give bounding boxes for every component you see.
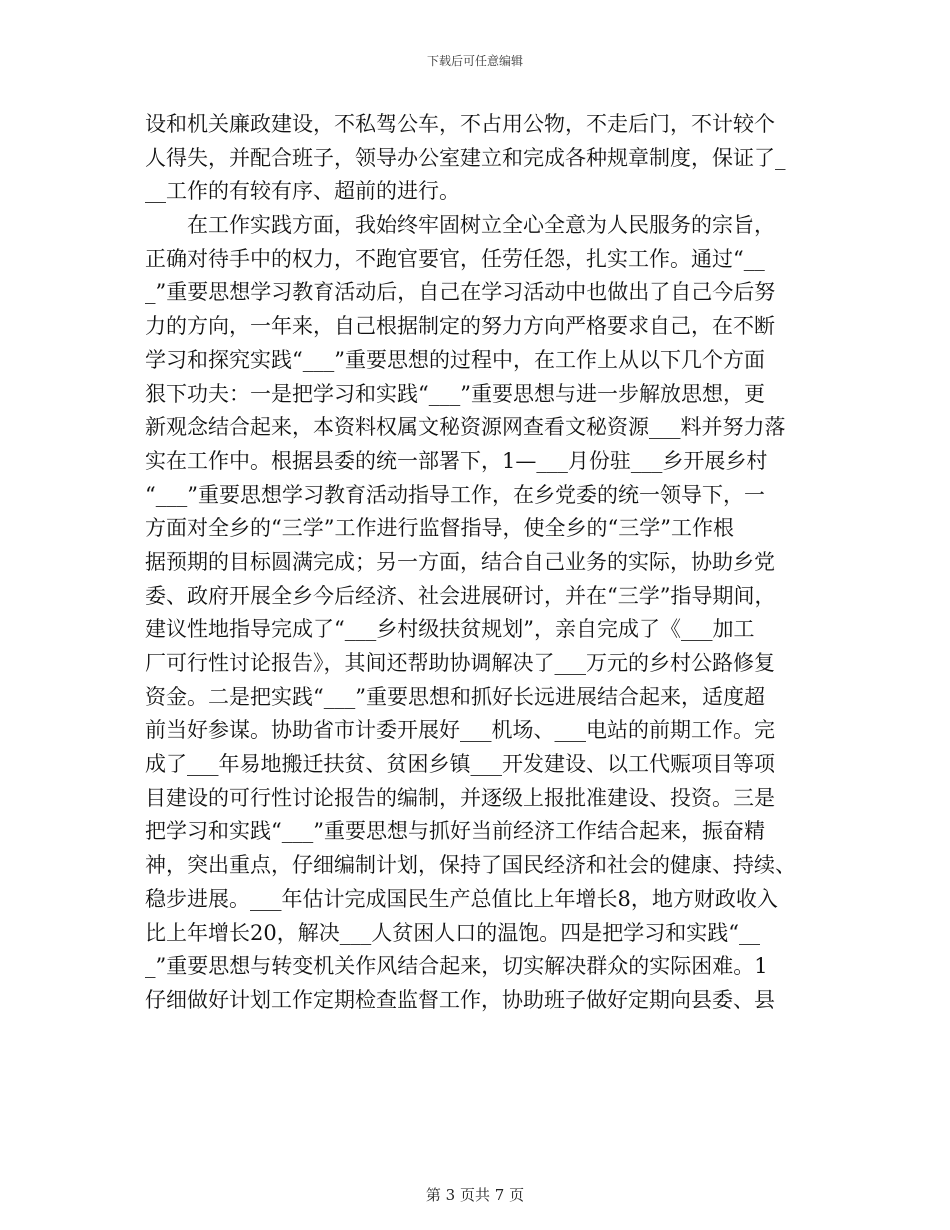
text-line: 人得失，并配合班子，领导办公室建立和完成各种规章制度，保证了_ bbox=[145, 145, 786, 170]
text-line: 正确对待手中的权力，不跑官要官，任劳任怨，扎实工作。通过“__ bbox=[145, 246, 765, 271]
text-line: 仔细做好计划工作定期检查监督工作，协助班子做好定期向县委、县 bbox=[145, 987, 775, 1012]
text-line: _”重要思想学习教育活动后，自己在学习活动中也做出了自己今后努 bbox=[145, 280, 776, 305]
text-line: _”重要思想与转变机关作风结合起来，切实解决群众的实际困难。1 bbox=[145, 954, 768, 979]
text-line: 实在工作中。根据县委的统一部署下，1—___月份驻___乡开展乡村 bbox=[145, 448, 768, 473]
text-line: 把学习和实践“___”重要思想与抓好当前经济工作结合起来，振奋精 bbox=[145, 819, 765, 844]
text-line: 委、政府开展全乡今后经济、社会进展研讨，并在“三学”指导期间， bbox=[145, 583, 776, 608]
text-line: 比上年增长20，解决___人贫困人口的温饱。四是把学习和实践“__ bbox=[145, 920, 760, 945]
paragraph-1 bbox=[145, 108, 805, 209]
document-body bbox=[145, 108, 805, 1051]
text-line: 学习和探究实践“___”重要思想的过程中，在工作上从以下几个方面 bbox=[145, 347, 765, 372]
text-line: 稳步进展。___年估计完成国民生产总值比上年增长8，地方财政收入 bbox=[145, 886, 778, 911]
text-line: “___”重要思想学习教育活动指导工作，在乡党委的统一领导下，一 bbox=[145, 482, 765, 507]
text-line: __工作的有较有序、超前的进行。 bbox=[145, 179, 460, 204]
text-line: 成了___年易地搬迁扶贫、贫困乡镇___开发建设、以工代赈项目等项 bbox=[145, 752, 775, 777]
text-line: 资金。二是把实践“___”重要思想和抓好长远进展结合起来，适度超 bbox=[145, 684, 765, 709]
text-line: 方面对全乡的“三学”工作进行监督指导，使全乡的“三学”工作根 bbox=[145, 516, 734, 541]
text-line: 狠下功夫：一是把学习和实践“___”重要思想与进一步解放思想，更 bbox=[145, 381, 765, 406]
text-line: 新观念结合起来，本资料权属文秘资源网查看文秘资源___料并努力落 bbox=[145, 415, 786, 440]
text-line: 神，突出重点，仔细编制计划，保持了国民经济和社会的健康、持续、 bbox=[145, 853, 796, 878]
text-line: 前当好参谋。协助省市计委开展好___机场、___电站的前期工作。完 bbox=[145, 718, 775, 743]
text-line: 建议性地指导完成了“___乡村级扶贫规划”，亲自完成了《___加工 bbox=[145, 617, 755, 642]
text-line bbox=[145, 1018, 805, 1052]
text-line: 目建设的可行性讨论报告的编制，并逐级上报批准建设、投资。三是 bbox=[145, 785, 775, 810]
page-header: 下载后可任意编辑 bbox=[426, 54, 523, 68]
page-footer: 第 3 页共 7 页 bbox=[425, 1186, 525, 1204]
paragraph-2 bbox=[145, 209, 805, 1051]
text-line: 力的方向，一年来，自己根据制定的努力方向严格要求自己，在不断 bbox=[145, 314, 775, 339]
text-line: 厂可行性讨论报告》，其间还帮助协调解决了___万元的乡村公路修复 bbox=[145, 651, 775, 675]
text-line: 设和机关廉政建设，不私驾公车，不占用公物，不走后门，不计较个 bbox=[145, 112, 775, 136]
text-line: 据预期的目标圆满完成；另一方面，结合自己业务的实际，协助乡党 bbox=[145, 549, 775, 574]
text-line: 在工作实践方面，我始终牢固树立全心全意为人民服务的宗旨， bbox=[187, 213, 775, 238]
